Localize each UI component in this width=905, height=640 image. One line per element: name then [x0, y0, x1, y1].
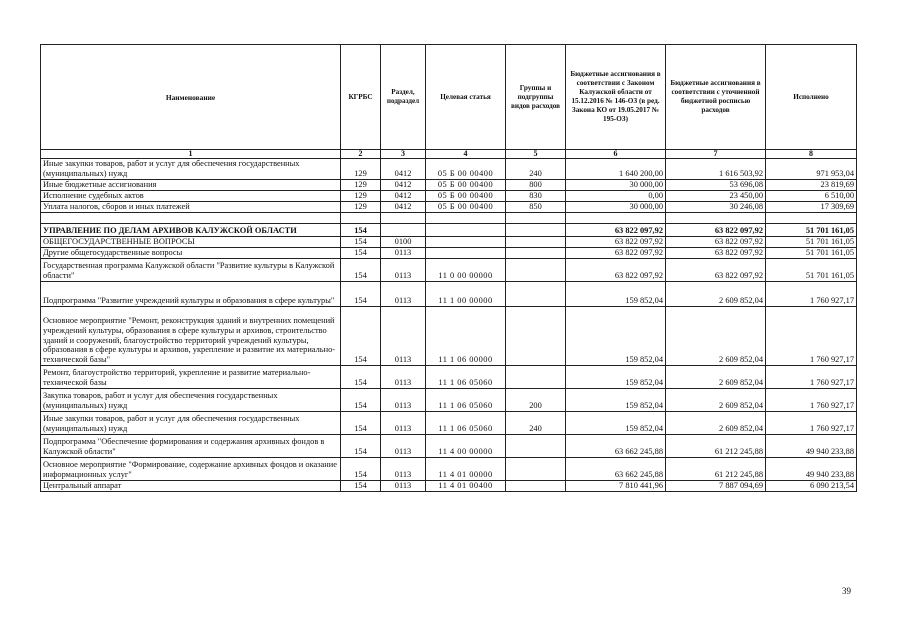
cell-name: Центральный аппарат [41, 481, 341, 492]
cell-target: 11 4 00 00000 [426, 435, 506, 458]
cell-refined: 7 887 094,69 [666, 481, 766, 492]
cell-target: 11 4 01 00000 [426, 458, 506, 481]
cell-law: 63 662 245,88 [566, 435, 666, 458]
cell-name: Другие общегосударственные вопросы [41, 248, 341, 259]
cell-name: Подпрограмма "Обеспечение формирования и содержания архивных фондов в Калужской области" [41, 435, 341, 458]
cell-ktrbs: 154 [341, 366, 381, 389]
table-row [41, 224, 857, 237]
table-row [41, 180, 857, 191]
cell-group [506, 259, 566, 282]
cell-law: 159 852,04 [566, 366, 666, 389]
cell-name: Уплата налогов, сборов и иных платежей [41, 202, 341, 213]
table-row [41, 389, 857, 412]
cell-executed: 971 953,04 [766, 159, 857, 180]
cell-target: 05 Б 00 00400 [426, 191, 506, 202]
column-number: 3 [381, 150, 426, 159]
page-number: 39 [842, 586, 851, 596]
cell-refined: 63 822 097,92 [666, 259, 766, 282]
cell-law: 159 852,04 [566, 412, 666, 435]
cell-ktrbs: 154 [341, 458, 381, 481]
cell-law: 63 822 097,92 [566, 237, 666, 248]
cell-group: 850 [506, 202, 566, 213]
cell-law: 63 822 097,92 [566, 248, 666, 259]
cell-law: 7 810 441,96 [566, 481, 666, 492]
cell-section: 0113 [381, 389, 426, 412]
cell-refined: 1 616 503,92 [666, 159, 766, 180]
cell-name: Государственная программа Калужской области "Развитие культуры в Калужской области" [41, 259, 341, 282]
cell-executed: 1 760 927,17 [766, 389, 857, 412]
cell-group: 240 [506, 412, 566, 435]
cell-target [426, 213, 506, 224]
header-row [41, 45, 857, 150]
cell-target: 11 0 00 00000 [426, 259, 506, 282]
cell-law: 63 822 097,92 [566, 259, 666, 282]
table-row [41, 481, 857, 492]
table-row [41, 237, 857, 248]
column-number: 7 [666, 150, 766, 159]
cell-name: Закупка товаров, работ и услуг для обеспечения государственных (муниципальных) нужд [41, 389, 341, 412]
table-row [41, 412, 857, 435]
table-row [41, 248, 857, 259]
cell-group [506, 458, 566, 481]
cell-refined: 63 822 097,92 [666, 224, 766, 237]
table-body [41, 159, 857, 492]
cell-group [506, 435, 566, 458]
cell-executed: 1 760 927,17 [766, 307, 857, 366]
cell-name: Иные бюджетные ассигнования [41, 180, 341, 191]
cell-section: 0113 [381, 282, 426, 307]
cell-law: 1 640 200,00 [566, 159, 666, 180]
cell-name: ОБЩЕГОСУДАРСТВЕННЫЕ ВОПРОСЫ [41, 237, 341, 248]
cell-ktrbs: 154 [341, 259, 381, 282]
header-section: Раздел, подраздел [381, 45, 426, 150]
cell-name: Подпрограмма "Развитие учреждений культуры и образования в сфере культуры" [41, 282, 341, 307]
cell-name: Иные закупки товаров, работ и услуг для обеспечения государственных (муниципальных) нужд [41, 412, 341, 435]
table-row [41, 202, 857, 213]
cell-ktrbs: 129 [341, 202, 381, 213]
cell-refined: 61 212 245,88 [666, 458, 766, 481]
column-number: 6 [566, 150, 666, 159]
cell-ktrbs: 154 [341, 389, 381, 412]
column-number: 5 [506, 150, 566, 159]
header-name: Наименование [41, 45, 341, 150]
cell-group: 830 [506, 191, 566, 202]
table-row [41, 435, 857, 458]
header-executed: Исполнено [766, 45, 857, 150]
cell-executed: 1 760 927,17 [766, 282, 857, 307]
column-number: 2 [341, 150, 381, 159]
cell-target: 05 Б 00 00400 [426, 159, 506, 180]
cell-group [506, 248, 566, 259]
cell-ktrbs: 154 [341, 237, 381, 248]
cell-section: 0412 [381, 191, 426, 202]
table-row [41, 213, 857, 224]
cell-executed: 51 701 161,05 [766, 224, 857, 237]
cell-target: 11 1 00 00000 [426, 282, 506, 307]
cell-executed: 6 090 213,54 [766, 481, 857, 492]
cell-section [381, 224, 426, 237]
cell-law [566, 213, 666, 224]
cell-group: 800 [506, 180, 566, 191]
column-number: 4 [426, 150, 506, 159]
cell-section: 0100 [381, 237, 426, 248]
table-row [41, 366, 857, 389]
cell-target: 05 Б 00 00400 [426, 180, 506, 191]
cell-ktrbs: 154 [341, 481, 381, 492]
cell-law: 0,00 [566, 191, 666, 202]
column-number: 8 [766, 150, 857, 159]
cell-law: 63 662 245,88 [566, 458, 666, 481]
cell-refined: 63 822 097,92 [666, 248, 766, 259]
cell-refined [666, 213, 766, 224]
cell-section: 0113 [381, 435, 426, 458]
cell-law: 63 822 097,92 [566, 224, 666, 237]
cell-section: 0113 [381, 458, 426, 481]
column-number-row [41, 150, 857, 159]
cell-refined: 61 212 245,88 [666, 435, 766, 458]
cell-section: 0412 [381, 159, 426, 180]
table-row [41, 259, 857, 282]
cell-executed: 51 701 161,05 [766, 259, 857, 282]
cell-executed: 49 940 233,88 [766, 435, 857, 458]
cell-group: 200 [506, 389, 566, 412]
table-row [41, 159, 857, 180]
cell-law: 159 852,04 [566, 389, 666, 412]
cell-target: 11 4 01 00400 [426, 481, 506, 492]
cell-ktrbs: 129 [341, 159, 381, 180]
cell-target [426, 248, 506, 259]
cell-executed: 1 760 927,17 [766, 366, 857, 389]
cell-name [41, 213, 341, 224]
cell-group [506, 213, 566, 224]
cell-executed: 51 701 161,05 [766, 248, 857, 259]
header-group: Группы и подгруппы видов расходов [506, 45, 566, 150]
cell-target [426, 237, 506, 248]
header-target: Целевая статья [426, 45, 506, 150]
cell-section: 0113 [381, 307, 426, 366]
cell-ktrbs: 154 [341, 435, 381, 458]
cell-section: 0113 [381, 366, 426, 389]
cell-group: 240 [506, 159, 566, 180]
cell-target: 05 Б 00 00400 [426, 202, 506, 213]
budget-report-sheet [40, 44, 856, 492]
cell-executed: 51 701 161,05 [766, 237, 857, 248]
cell-refined: 2 609 852,04 [666, 412, 766, 435]
cell-group [506, 481, 566, 492]
cell-ktrbs: 129 [341, 180, 381, 191]
cell-executed: 1 760 927,17 [766, 412, 857, 435]
budget-table [40, 44, 857, 492]
cell-section [381, 213, 426, 224]
header-refined: Бюджетные ассигнования в соответствии с уточненной бюджетной росписью расходов [666, 45, 766, 150]
table-row [41, 282, 857, 307]
cell-group [506, 224, 566, 237]
cell-group [506, 237, 566, 248]
cell-section: 0412 [381, 180, 426, 191]
cell-name: Ремонт, благоустройство территорий, укрепление и развитие материально-технической базы [41, 366, 341, 389]
cell-group [506, 366, 566, 389]
cell-law: 30 000,00 [566, 180, 666, 191]
cell-refined: 2 609 852,04 [666, 389, 766, 412]
cell-target: 11 1 06 05060 [426, 412, 506, 435]
cell-refined: 2 609 852,04 [666, 366, 766, 389]
cell-refined: 23 450,00 [666, 191, 766, 202]
cell-refined: 63 822 097,92 [666, 237, 766, 248]
cell-target: 11 1 06 05060 [426, 366, 506, 389]
cell-law: 30 000,00 [566, 202, 666, 213]
header-ktrbs: КГРБС [341, 45, 381, 150]
cell-executed: 17 309,69 [766, 202, 857, 213]
cell-executed: 23 819,69 [766, 180, 857, 191]
cell-target: 11 1 06 05060 [426, 389, 506, 412]
cell-refined: 2 609 852,04 [666, 307, 766, 366]
cell-name: Иные закупки товаров, работ и услуг для обеспечения государственных (муниципальных) нужд [41, 159, 341, 180]
cell-name: УПРАВЛЕНИЕ ПО ДЕЛАМ АРХИВОВ КАЛУЖСКОЙ ОБЛАСТИ [41, 224, 341, 237]
cell-law: 159 852,04 [566, 307, 666, 366]
table-row [41, 191, 857, 202]
header-law: Бюджетные ассигнования в соответствии с Законом Калужской области от 15.12.2016 № 146-ОЗ (в ред. Закона КО от 19.05.2017 № 195-ОЗ) [566, 45, 666, 150]
cell-ktrbs [341, 213, 381, 224]
cell-executed: 6 510,00 [766, 191, 857, 202]
cell-group [506, 282, 566, 307]
cell-ktrbs: 154 [341, 307, 381, 366]
cell-refined: 53 696,08 [666, 180, 766, 191]
column-number: 1 [41, 150, 341, 159]
cell-section: 0113 [381, 259, 426, 282]
cell-ktrbs: 129 [341, 191, 381, 202]
cell-target: 11 1 06 00000 [426, 307, 506, 366]
table-row [41, 307, 857, 366]
cell-group [506, 307, 566, 366]
cell-section: 0113 [381, 248, 426, 259]
cell-section: 0113 [381, 412, 426, 435]
cell-ktrbs: 154 [341, 248, 381, 259]
cell-ktrbs: 154 [341, 224, 381, 237]
cell-name: Основное мероприятие "Формирование, содержание архивных фондов и оказание информационных услуг" [41, 458, 341, 481]
table-row [41, 458, 857, 481]
cell-section: 0412 [381, 202, 426, 213]
cell-name: Основное мероприятие "Ремонт, реконструкция зданий и внутренних помещений учреждений культуры, образования в сфере культуры и архивов, строительство зданий и сооружений, благоустройство территорий учреждений культуры, образования в сфере культуры и архивов, укрепление и развитие их материально-технической базы" [41, 307, 341, 366]
cell-refined: 2 609 852,04 [666, 282, 766, 307]
cell-target [426, 224, 506, 237]
cell-refined: 30 246,08 [666, 202, 766, 213]
cell-name: Исполнение судебных актов [41, 191, 341, 202]
cell-executed [766, 213, 857, 224]
cell-ktrbs: 154 [341, 412, 381, 435]
cell-ktrbs: 154 [341, 282, 381, 307]
cell-law: 159 852,04 [566, 282, 666, 307]
cell-section: 0113 [381, 481, 426, 492]
cell-executed: 49 940 233,88 [766, 458, 857, 481]
